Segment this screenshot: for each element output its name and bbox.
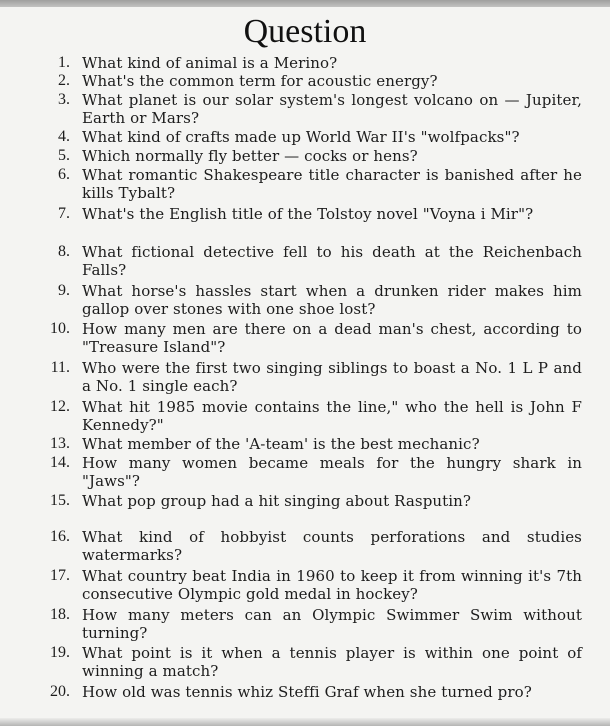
question-text: What horse's hassles start when a drunken rider makes him gallop over stones with one shoe lost? (82, 282, 582, 318)
question-text: What country beat India in 1960 to keep it from winning it's 7th consecutive Olympic gold medal in hockey? (82, 567, 582, 603)
question-text: What kind of crafts made up World War II's "wolfpacks"? (82, 128, 520, 146)
question-number: 18. (50, 606, 70, 623)
question-text: What kind of hobbyist counts perforations and studies watermarks? (82, 528, 582, 564)
top-edge-strip (0, 0, 610, 7)
bottom-edge-strip (0, 718, 610, 726)
question-text: What pop group had a hit singing about Rasputin? (82, 492, 472, 510)
question-number: 11. (50, 359, 70, 376)
question-number: 4. (58, 128, 70, 145)
question-text: What member of the 'A-team' is the best mechanic? (82, 435, 480, 453)
question-text: What fictional detective fell to his death at the Reichenbach Falls? (82, 243, 582, 279)
question-text: What romantic Shakespeare title character is banished after he kills Tybalt? (82, 166, 582, 202)
question-text: What's the English title of the Tolstoy novel "Voyna i Mir"? (82, 205, 534, 223)
question-text: Who were the first two singing siblings to boast a No. 1 L P and a No. 1 single each? (82, 359, 582, 395)
question-number: 14. (50, 454, 70, 471)
question-text: How many meters can an Olympic Swimmer Swim without turning? (82, 606, 582, 642)
question-text: What's the common term for acoustic energy? (82, 72, 438, 90)
question-number: 5. (58, 147, 70, 164)
question-number: 8. (58, 243, 70, 260)
question-text: What hit 1985 movie contains the line," who the hell is John F Kennedy?" (82, 398, 582, 434)
question-number: 19. (50, 644, 70, 661)
question-number: 2. (58, 72, 70, 89)
question-text: What kind of animal is a Merino? (82, 54, 338, 72)
question-number: 17. (50, 567, 70, 584)
question-number: 15. (50, 492, 70, 509)
question-text: What planet is our solar system's longest volcano on — Jupiter, Earth or Mars? (82, 91, 582, 127)
question-number: 12. (50, 398, 70, 415)
question-number: 20. (50, 683, 70, 700)
question-text: How many women became meals for the hungry shark in "Jaws"? (82, 454, 582, 490)
question-text: How many men are there on a dead man's chest, according to "Treasure Island"? (82, 320, 582, 356)
question-number: 3. (58, 91, 70, 108)
page-title: Question (243, 13, 367, 50)
question-number: 16. (50, 528, 70, 545)
question-number: 9. (58, 282, 70, 299)
question-text: What point is it when a tennis player is within one point of winning a match? (82, 644, 582, 680)
question-number: 13. (50, 435, 70, 452)
question-text: How old was tennis whiz Steffi Graf when she turned pro? (82, 683, 532, 701)
question-text: Which normally fly better — cocks or hens? (82, 147, 418, 165)
question-number: 10. (50, 320, 70, 337)
question-number: 1. (58, 54, 70, 71)
question-number: 6. (58, 166, 70, 183)
question-number: 7. (58, 205, 70, 222)
